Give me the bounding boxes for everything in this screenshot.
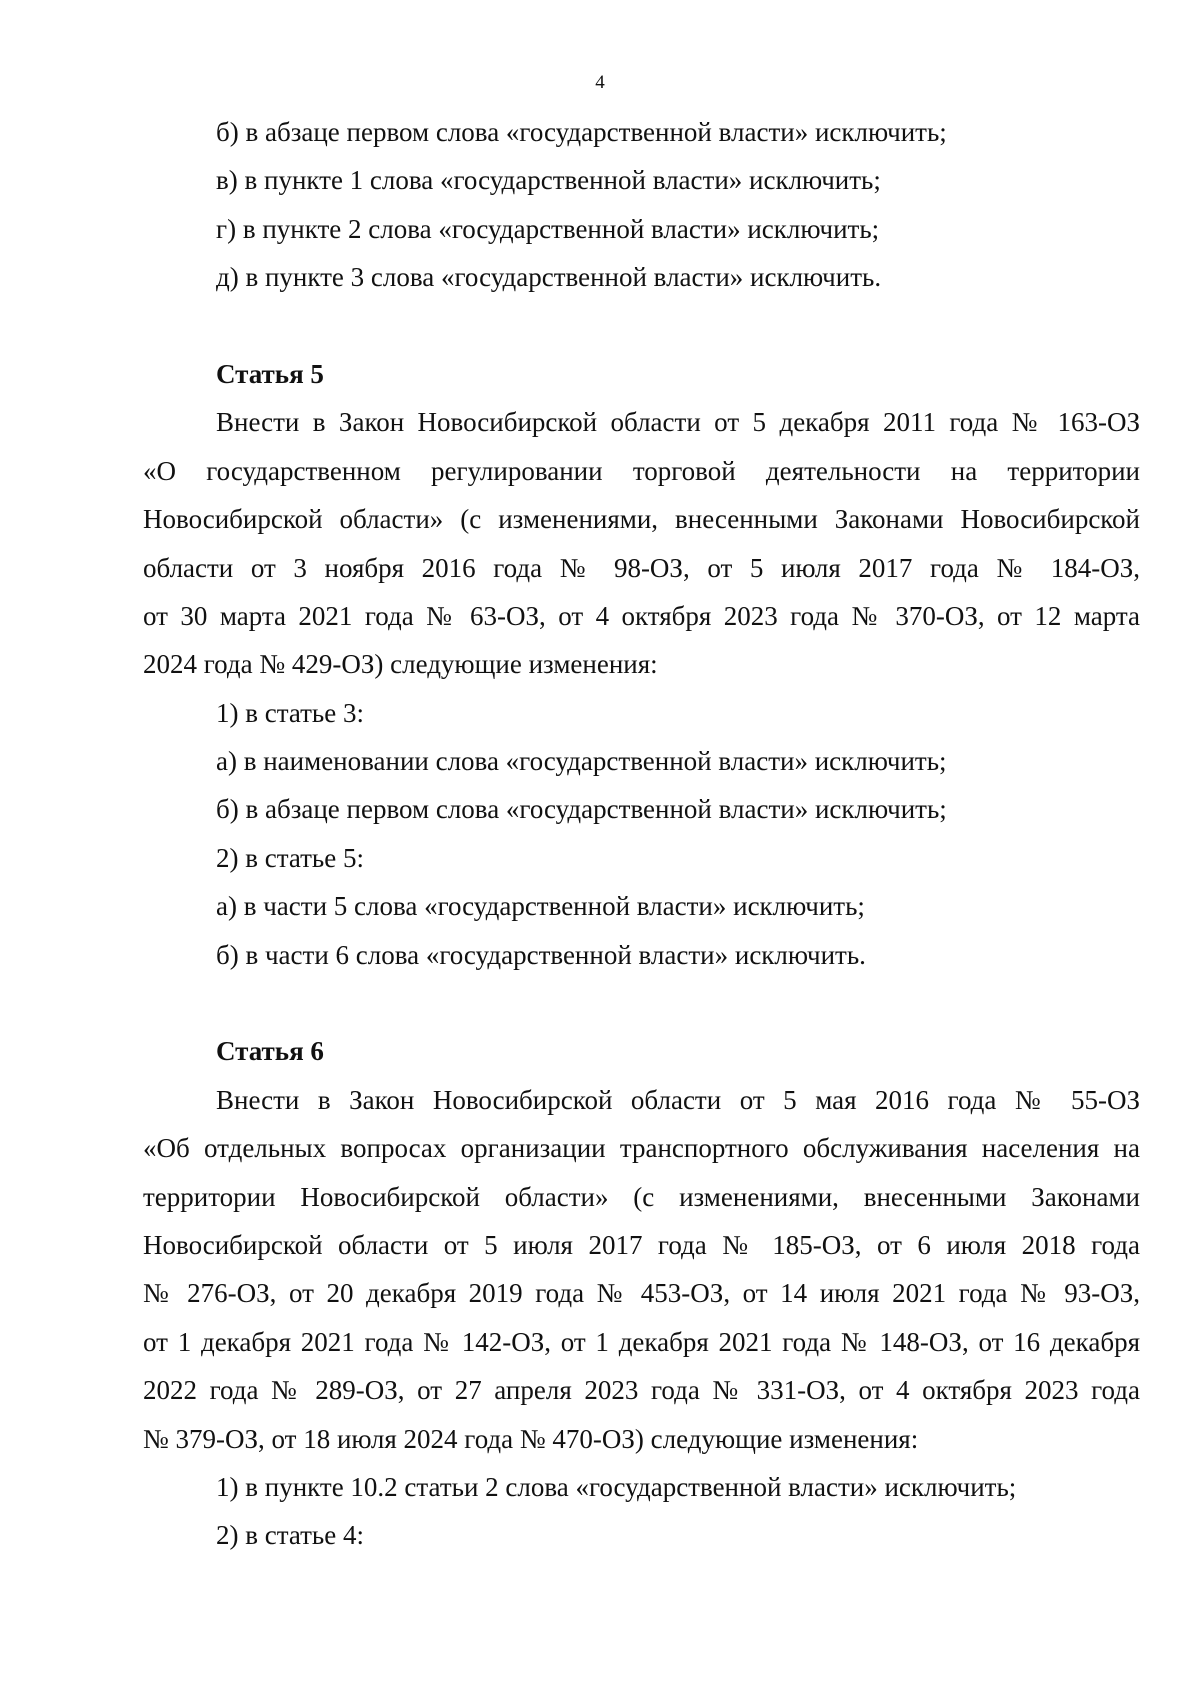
list-item: б) в абзаце первом слова «государственной власти» исключить; bbox=[216, 117, 947, 147]
paragraph-line: «О государственном регулировании торговой деятельности на территории bbox=[143, 455, 1140, 486]
paragraph-line: от 1 декабря 2021 года № 142-ОЗ, от 1 декабря 2021 года № 148-ОЗ, от 16 декабря bbox=[143, 1326, 1140, 1357]
list-item: 1) в статье 3: bbox=[216, 697, 364, 728]
paragraph-line: Внести в Закон Новосибирской области от 5 мая 2016 года № 55-ОЗ bbox=[216, 1084, 1140, 1115]
paragraph-line: территории Новосибирской области» (с изменениями, внесенными Законами bbox=[143, 1181, 1140, 1212]
list-item: в) в пункте 1 слова «государственной власти» исключить; bbox=[216, 165, 881, 196]
list-item: 2) в статье 5: bbox=[216, 842, 364, 873]
paragraph-line: «Об отдельных вопросах организации транспортного обслуживания населения на bbox=[143, 1133, 1140, 1164]
article-5-heading: Статья 5 bbox=[216, 358, 324, 389]
page-number: 4 bbox=[595, 72, 605, 93]
paragraph-line: области от 3 ноября 2016 года № 98-ОЗ, от 5 июля 2017 года № 184-ОЗ, bbox=[143, 552, 1140, 583]
paragraph-line: от 30 марта 2021 года № 63-ОЗ, от 4 октября 2023 года № 370-ОЗ, от 12 марта bbox=[143, 600, 1140, 631]
document-body bbox=[143, 108, 1140, 1560]
paragraph-line: 2022 года № 289-ОЗ, от 27 апреля 2023 года № 331-ОЗ, от 4 октября 2023 года bbox=[143, 1375, 1140, 1406]
article-6-heading: Статья 6 bbox=[216, 1036, 324, 1067]
list-item: б) в части 6 слова «государственной власти» исключить. bbox=[216, 939, 866, 970]
list-item: б) в абзаце первом слова «государственной власти» исключить; bbox=[216, 794, 947, 825]
paragraph-line: Внести в Закон Новосибирской области от 5 декабря 2011 года № 163-ОЗ bbox=[216, 407, 1140, 438]
list-item: г) в пункте 2 слова «государственной власти» исключить; bbox=[216, 213, 880, 244]
paragraph-line: Новосибирской области» (с изменениями, внесенными Законами Новосибирской bbox=[143, 504, 1140, 535]
paragraph-line: № 379-ОЗ, от 18 июля 2024 года № 470-ОЗ) следующие изменения: bbox=[143, 1423, 919, 1454]
list-item: а) в части 5 слова «государственной власти» исключить; bbox=[216, 891, 865, 922]
article-5-paragraph bbox=[143, 398, 1140, 688]
list-item: 1) в пункте 10.2 статьи 2 слова «государственной власти» исключить; bbox=[216, 1471, 1017, 1502]
list-item: а) в наименовании слова «государственной власти» исключить; bbox=[216, 746, 947, 777]
list-item: д) в пункте 3 слова «государственной власти» исключить. bbox=[216, 262, 882, 293]
paragraph-line: 2024 года № 429-ОЗ) следующие изменения: bbox=[143, 649, 658, 680]
list-item: 2) в статье 4: bbox=[216, 1520, 364, 1551]
article-6-paragraph bbox=[143, 1076, 1140, 1463]
paragraph-line: Новосибирской области от 5 июля 2017 года № 185-ОЗ, от 6 июля 2018 года bbox=[143, 1229, 1140, 1260]
paragraph-line: № 276-ОЗ, от 20 декабря 2019 года № 453-ОЗ, от 14 июля 2021 года № 93-ОЗ, bbox=[143, 1278, 1140, 1309]
